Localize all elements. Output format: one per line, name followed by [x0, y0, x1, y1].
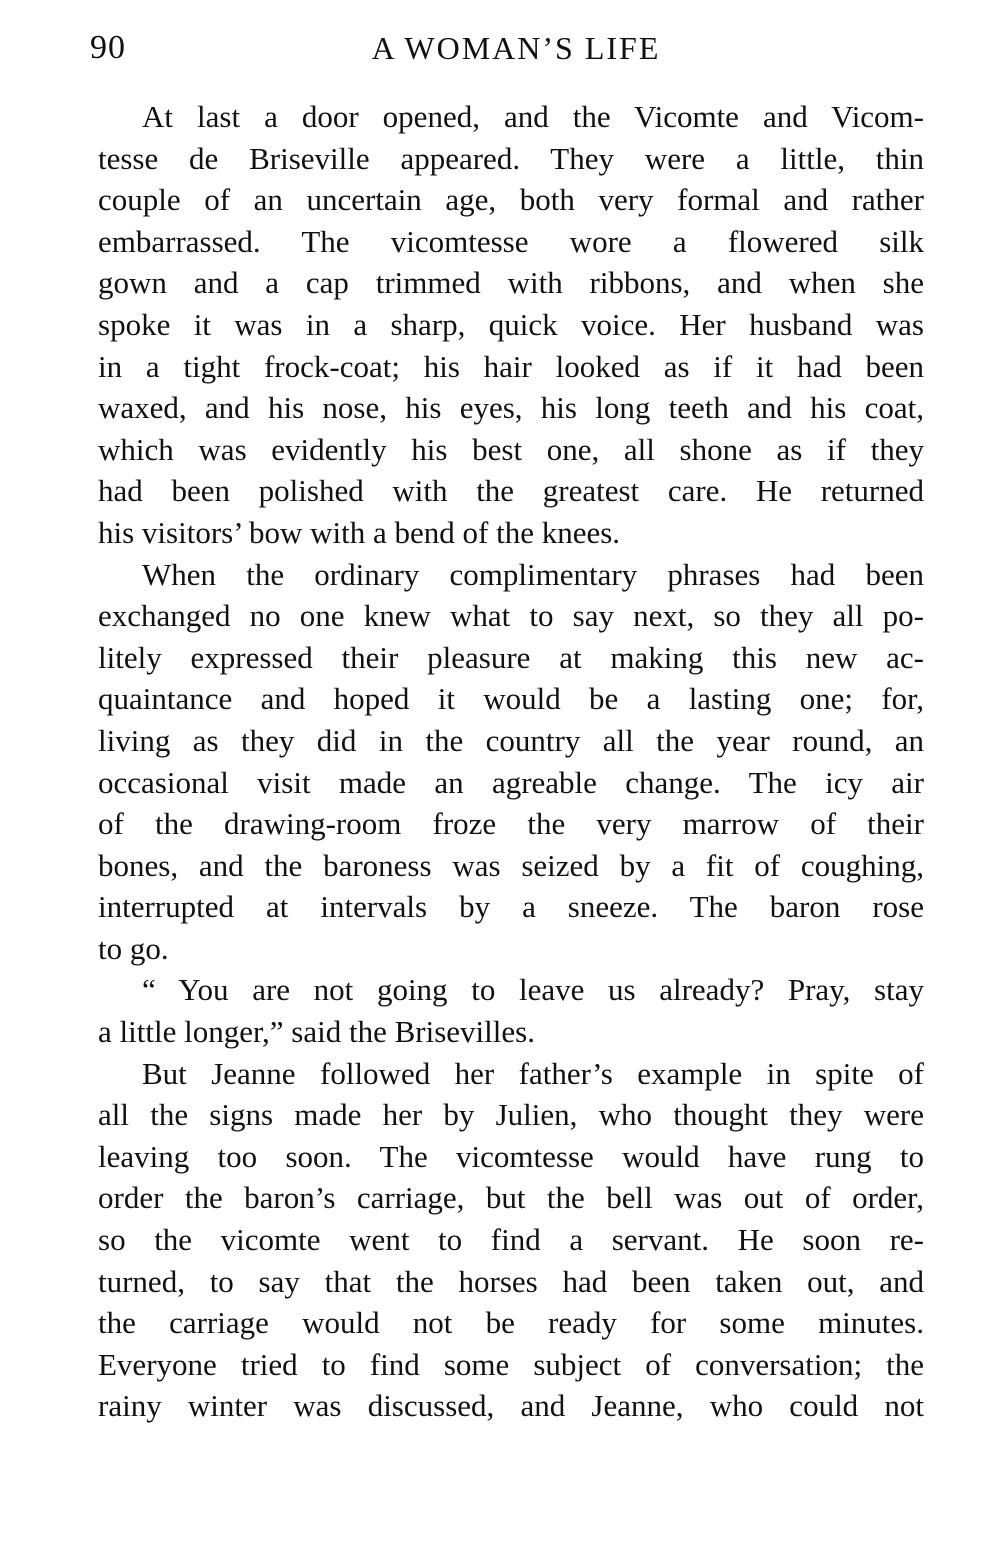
text-line: a little longer,” said the Brisevilles.: [98, 1014, 535, 1050]
text-line: which was evidently his best one, all shone as if they: [98, 431, 924, 467]
text-line: turned, to say that the horses had been taken out, and: [98, 1263, 924, 1299]
body-text: [98, 96, 924, 1427]
text-line: rainy winter was discussed, and Jeanne, who could not: [98, 1388, 924, 1424]
text-line: Everyone tried to find some subject of conversation; the: [98, 1346, 924, 1382]
text-line: leaving too soon. The vicomtesse would have rung to: [98, 1138, 924, 1174]
text-line: But Jeanne followed her father’s example in spite of: [142, 1055, 924, 1091]
text-line: the carriage would not be ready for some minutes.: [98, 1305, 924, 1341]
running-title: A WOMAN’S LIFE: [371, 30, 661, 66]
text-line: spoke it was in a sharp, quick voice. Her husband was: [98, 306, 924, 342]
text-line: At last a door opened, and the Vicomte and Vicom-: [142, 99, 924, 134]
text-line: his visitors’ bow with a bend of the knees.: [98, 514, 621, 550]
text-line: order the baron’s carriage, but the bell was out of order,: [98, 1180, 924, 1216]
text-line: “ You are not going to leave us already? Pray, stay: [142, 972, 924, 1008]
text-line: living as they did in the country all the year round, an: [98, 722, 924, 758]
text-line: quaintance and hoped it would be a lasting one; for,: [98, 681, 924, 717]
text-line: When the ordinary complimentary phrases had been: [142, 556, 924, 592]
text-line: had been polished with the greatest care. He returned: [98, 473, 924, 509]
text-line: in a tight frock-coat; his hair looked as if it had been: [98, 348, 924, 384]
text-line: bones, and the baroness was seized by a fit of coughing,: [98, 847, 924, 883]
text-line: so the vicomte went to find a servant. He soon re-: [98, 1222, 924, 1258]
text-line: interrupted at intervals by a sneeze. The baron rose: [98, 889, 924, 925]
text-line: gown and a cap trimmed with ribbons, and when she: [98, 265, 924, 301]
text-line: occasional visit made an agreable change. The icy air: [98, 764, 924, 800]
text-line: waxed, and his nose, his eyes, his long teeth and his coat,: [98, 390, 924, 426]
text-line: embarrassed. The vicomtesse wore a flowered silk: [98, 223, 924, 259]
text-line: couple of an uncertain age, both very formal and rather: [98, 182, 924, 218]
text-line: all the signs made her by Julien, who thought they were: [98, 1097, 924, 1133]
text-line: to go.: [98, 930, 169, 966]
text-line: litely expressed their pleasure at making this new ac-: [98, 639, 924, 675]
page-number: 90: [90, 29, 126, 66]
text-line: tesse de Briseville appeared. They were a little, thin: [98, 140, 924, 176]
text-line: exchanged no one knew what to say next, so they all po-: [98, 598, 924, 634]
running-header: [90, 24, 922, 72]
text-line: of the drawing-room froze the very marrow of their: [98, 806, 924, 842]
